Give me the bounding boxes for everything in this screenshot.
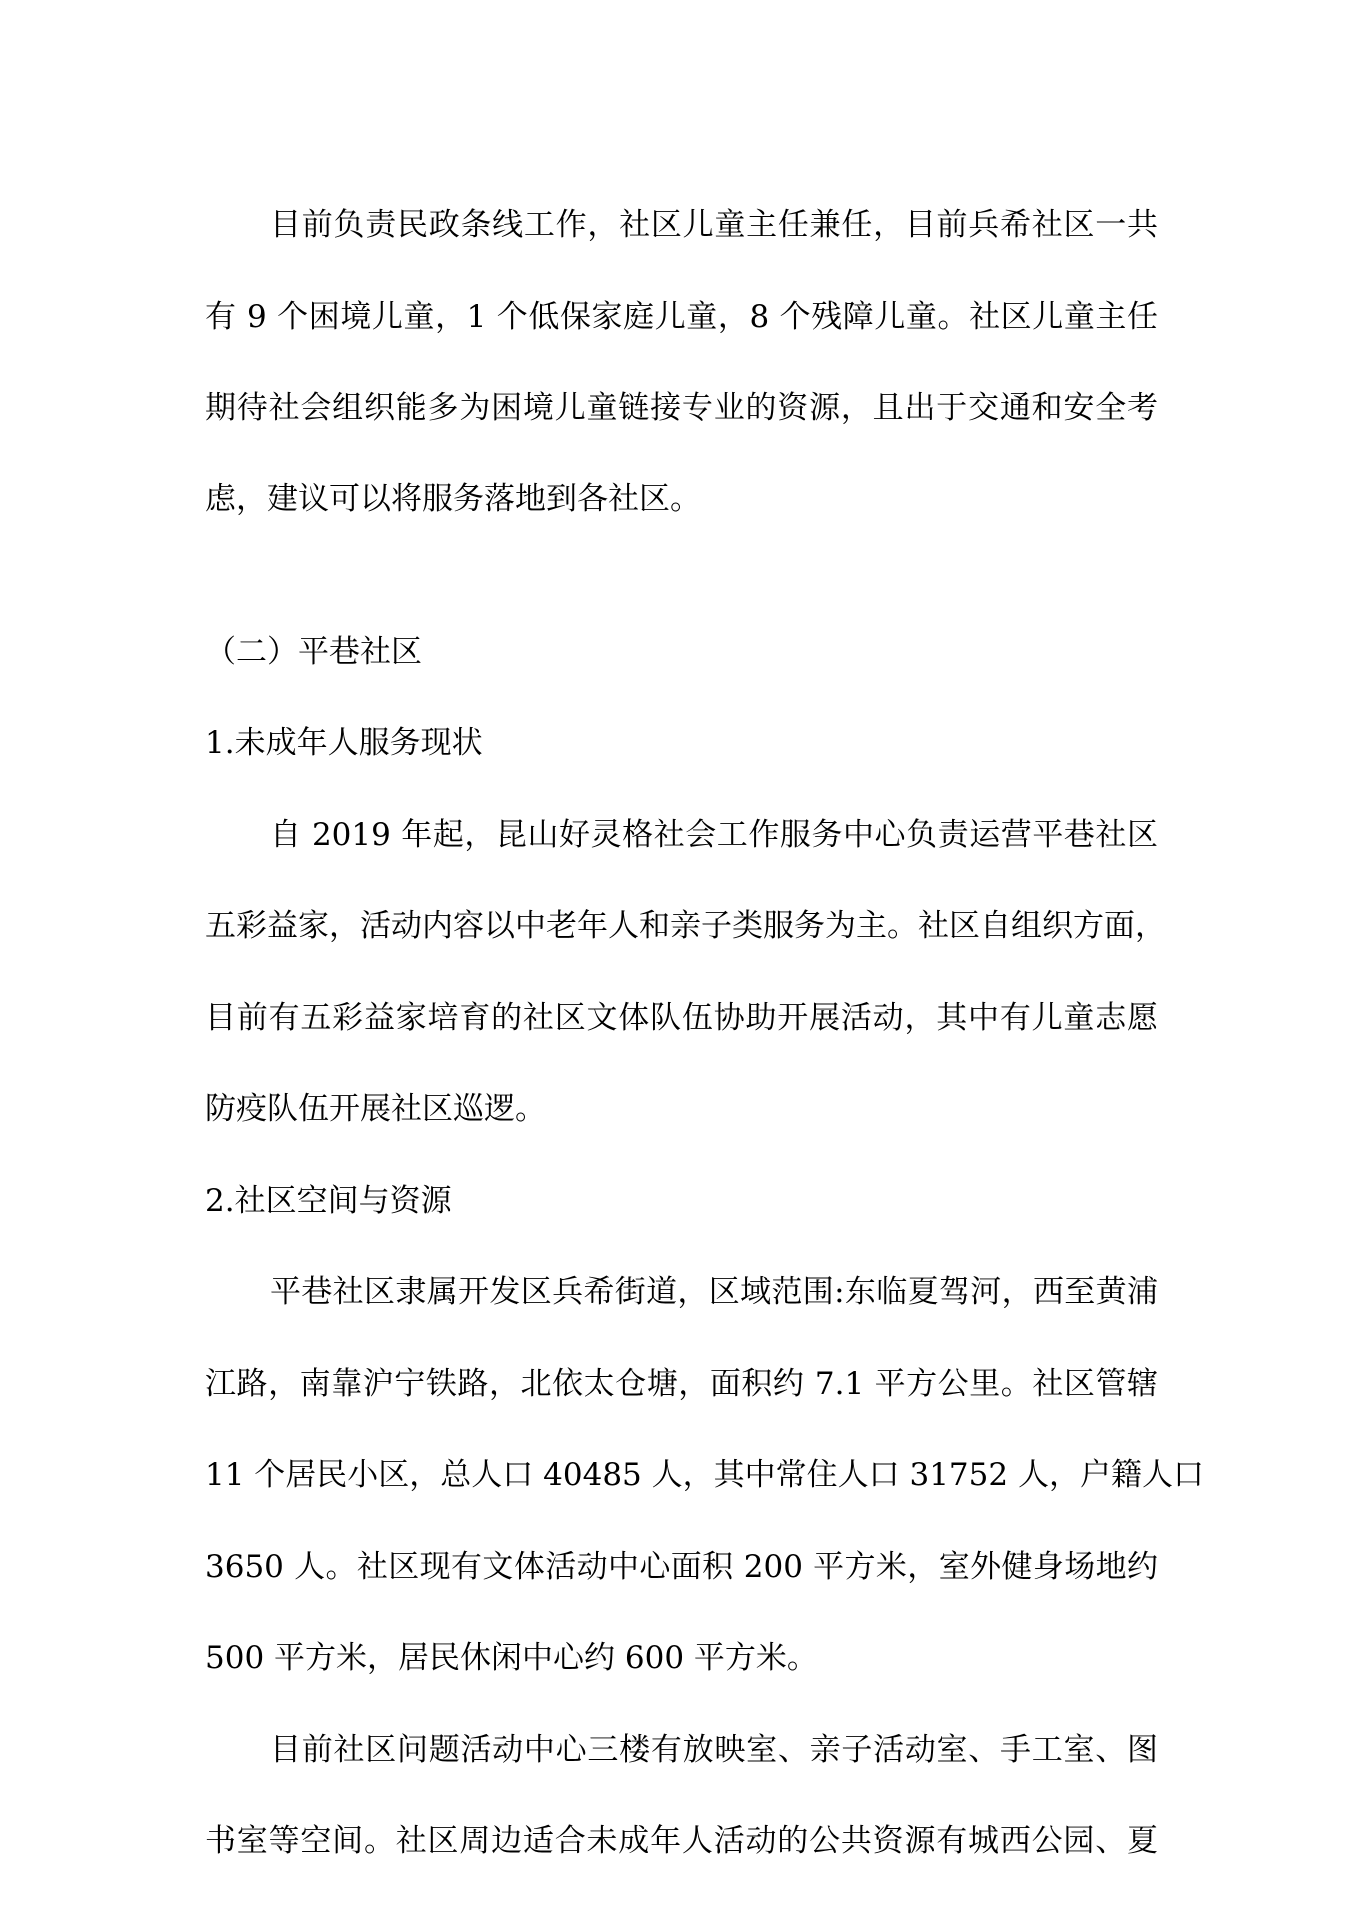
paragraph-line: 五彩益家，活动内容以中老年人和亲子类服务为主。社区自组织方面， bbox=[205, 908, 1166, 944]
paragraph-line: 虑，建议可以将服务落地到各社区。 bbox=[205, 481, 701, 517]
paragraph-line: 平巷社区隶属开发区兵希街道，区域范围:东临夏驾河，西至黄浦 bbox=[270, 1274, 1158, 1310]
paragraph-line: 书室等空间。社区周边适合未成年人活动的公共资源有城西公园、夏 bbox=[205, 1823, 1158, 1859]
paragraph-line: 有 9 个困境儿童，1 个低保家庭儿童，8 个残障儿童。社区儿童主任 bbox=[205, 299, 1158, 335]
paragraph-line: 11 个居民小区，总人口 40485 人，其中常住人口 31752 人，户籍人口 bbox=[205, 1457, 1204, 1493]
paragraph-line: 目前负责民政条线工作，社区儿童主任兼任，目前兵希社区一共 bbox=[270, 207, 1158, 243]
paragraph-line: 江路，南靠沪宁铁路，北依太仓塘，面积约 7.1 平方公里。社区管辖 bbox=[205, 1366, 1158, 1402]
paragraph-line: 目前社区问题活动中心三楼有放映室、亲子活动室、手工室、图 bbox=[270, 1732, 1158, 1768]
paragraph-line: 500 平方米，居民休闲中心约 600 平方米。 bbox=[205, 1640, 818, 1676]
paragraph-line: 3650 人。社区现有文体活动中心面积 200 平方米，室外健身场地约 bbox=[205, 1549, 1158, 1585]
subsection-heading: 2.社区空间与资源 bbox=[205, 1183, 452, 1219]
paragraph-line: 防疫队伍开展社区巡逻。 bbox=[205, 1091, 546, 1127]
paragraph-line: 自 2019 年起，昆山好灵格社会工作服务中心负责运营平巷社区 bbox=[270, 817, 1158, 853]
section-heading: （二）平巷社区 bbox=[205, 634, 422, 670]
subsection-heading: 1.未成年人服务现状 bbox=[205, 725, 483, 761]
paragraph-line: 期待社会组织能多为困境儿童链接专业的资源，且出于交通和安全考 bbox=[205, 390, 1158, 426]
paragraph-line: 目前有五彩益家培育的社区文体队伍协助开展活动，其中有儿童志愿 bbox=[205, 1000, 1158, 1036]
